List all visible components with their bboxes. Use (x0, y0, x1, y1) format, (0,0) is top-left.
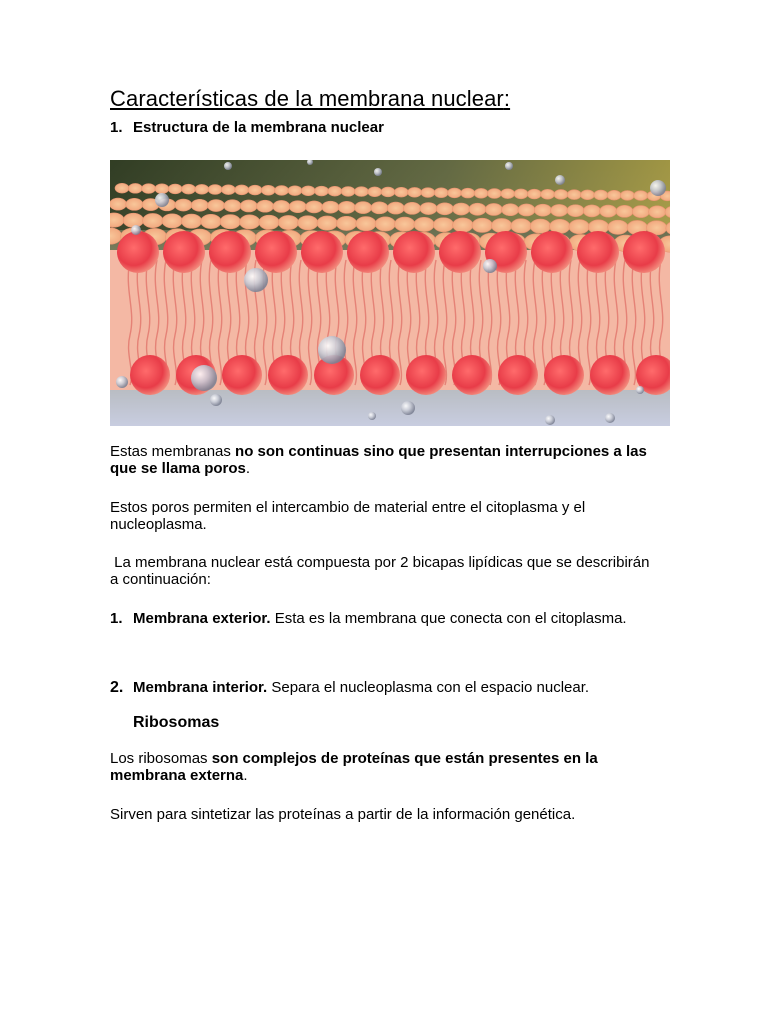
lipid-head-top (368, 187, 382, 197)
lipid-head-top (240, 200, 257, 212)
molecule-bubble (374, 168, 382, 176)
lipid-head-top (511, 219, 531, 233)
lipid-head (117, 231, 159, 273)
molecule-bubble (545, 415, 555, 425)
lipid-head-top (201, 214, 221, 228)
molecule-bubble (555, 175, 565, 185)
lipid-head-top (207, 199, 224, 211)
para-bold: son complejos de proteínas que están presentes en la membrana externa (110, 750, 598, 784)
lipid-head-top (453, 218, 473, 232)
molecule-bubble (244, 268, 268, 292)
lipid-head-top (414, 217, 434, 231)
lipid-head-top (474, 188, 488, 198)
para-end: . (243, 767, 248, 784)
lipid-head-top (168, 184, 182, 194)
lipid-head (347, 231, 389, 273)
para-bold: no son continuas sino que presentan interrupciones a las que se llama poros (110, 443, 647, 477)
lipid-head (393, 231, 435, 273)
molecule-bubble (401, 401, 415, 415)
list-number: 1. (110, 610, 123, 627)
lipid-head-top (381, 187, 395, 197)
lipid-head-top (315, 186, 329, 196)
lipid-head-top (191, 199, 208, 211)
lipid-head-top (162, 214, 182, 228)
lipid-head-top (371, 202, 388, 214)
paragraph-ribosomas (110, 750, 655, 784)
paragraph-sintetizar: Sirven para sintetizar las proteínas a partir de la información genética. (110, 806, 576, 823)
lipid-head-top (594, 190, 608, 200)
lipid-head-top (608, 220, 628, 234)
lipid-head-top (421, 188, 435, 198)
lipid-head-top (487, 189, 501, 199)
lipid-head-top (491, 218, 511, 232)
lipid-head-top (453, 203, 470, 215)
list-bold: Membrana interior. (133, 679, 268, 696)
lipid-head-top (155, 184, 169, 194)
lipid-head (531, 231, 573, 273)
lipid-head-top (514, 189, 528, 199)
lipid-head-top (298, 216, 318, 230)
lipid-head-top (181, 214, 201, 228)
lipid-head (255, 231, 297, 273)
lipid-head (360, 355, 400, 395)
list-text (133, 679, 589, 697)
paragraph-intercambio: Estos poros permiten el intercambio de material entre el citoplasma y el nucleoplasma. (110, 499, 586, 533)
lipid-head-top (175, 199, 192, 211)
lipid-head-top (434, 188, 448, 198)
lipid-head-top (115, 183, 129, 193)
lipid-head-top (502, 204, 519, 216)
lipid-head-top (567, 190, 581, 200)
lipid-head-top (530, 219, 550, 233)
list-bold: Membrana exterior. (133, 610, 271, 627)
lipid-head-top (534, 204, 551, 216)
section-number: 1. (110, 119, 123, 136)
lipid-head-top (289, 201, 306, 213)
lipid-head-top (420, 203, 437, 215)
lipid-head-top (461, 188, 475, 198)
lipid-head-top (235, 185, 249, 195)
lipid-head-top (408, 187, 422, 197)
lipid-head-top (341, 187, 355, 197)
lipid-head-top (322, 201, 339, 213)
lipid-head-top (126, 198, 143, 210)
lipid-head-top (123, 213, 143, 227)
lipid-head-top (501, 189, 515, 199)
lipid-head-top (485, 203, 502, 215)
lipid-head-top (554, 190, 568, 200)
lipid-head (222, 355, 262, 395)
lipid-head-top (317, 216, 337, 230)
lipid-head-top (541, 189, 555, 199)
lipid-head-top (354, 187, 368, 197)
molecule-bubble (191, 365, 217, 391)
list-plain: Separa el nucleoplasma con el espacio nuclear. (267, 679, 590, 696)
lipid-head (498, 355, 538, 395)
paragraph-bicapas: La membrana nuclear está compuesta por 2 bicapas lipídicas que se describirán a continuación: (110, 554, 654, 588)
lipid-head-top (248, 185, 262, 195)
subheading-ribosomas: Ribosomas (133, 714, 220, 731)
list-text (133, 610, 627, 627)
lipid-head-top (394, 187, 408, 197)
lipid-head-top (527, 189, 541, 199)
lipid-head-top (305, 201, 322, 213)
lipid-head-top (208, 185, 222, 195)
lipid-head-top (433, 218, 453, 232)
molecule-bubble (318, 336, 346, 364)
section-heading-structure (110, 119, 384, 136)
lipid-head-top (356, 217, 376, 231)
lipid-head-top (616, 205, 633, 217)
lipid-head-top (338, 201, 355, 213)
molecule-bubble (210, 394, 222, 406)
lipid-head-top (518, 204, 535, 216)
molecule-bubble (650, 180, 666, 196)
page-title (110, 86, 510, 112)
lipid-head-top (261, 185, 275, 195)
lipid-head-top (182, 184, 196, 194)
lipid-bilayer-illustration (110, 160, 670, 426)
molecule-bubble (505, 162, 513, 170)
lipid-head (301, 231, 343, 273)
molecule-bubble (483, 259, 497, 273)
lipid-head-top (632, 206, 649, 218)
molecule-bubble (605, 413, 615, 423)
para-plain: Los ribosomas (110, 750, 212, 767)
lipid-head (268, 355, 308, 395)
lipid-head-top (128, 183, 142, 193)
lipid-head-top (256, 200, 273, 212)
lipid-head (209, 231, 251, 273)
lipid-head (577, 231, 619, 273)
lipid-head-top (142, 184, 156, 194)
lipid-head-top (275, 186, 289, 196)
lipid-head-top (288, 186, 302, 196)
section-heading-text: Estructura de la membrana nuclear (133, 119, 384, 136)
para-plain: Estas membranas (110, 443, 236, 460)
list-plain: Esta es la membrana que conecta con el citoplasma. (270, 610, 627, 627)
lipid-head-top (110, 198, 127, 210)
title-colon: : (503, 86, 511, 111)
lipid-head-top (436, 203, 453, 215)
lipid-head-top (649, 206, 666, 218)
lipid-head-top (583, 205, 600, 217)
molecule-bubble (131, 225, 141, 235)
molecule-bubble (155, 193, 169, 207)
lipid-head-top (448, 188, 462, 198)
lipid-head-top (469, 203, 486, 215)
title-text: Características de la membrana nuclear (110, 86, 504, 111)
lipid-head-top (195, 184, 209, 194)
lipid-head-top (567, 205, 584, 217)
lipid-head-top (395, 217, 415, 231)
lipid-head (130, 355, 170, 395)
lipid-head-top (607, 190, 621, 200)
lipid-head (163, 231, 205, 273)
lipid-head (406, 355, 446, 395)
lipid-head (544, 355, 584, 395)
lipid-head-top (221, 185, 235, 195)
lipid-head-top (239, 215, 259, 229)
paragraph-poros (110, 443, 655, 477)
lipid-head-top (259, 215, 279, 229)
lipid-head-top (472, 218, 492, 232)
list-number: 2. (110, 679, 124, 696)
lipid-head-top (355, 202, 372, 214)
lipid-head (590, 355, 630, 395)
lipid-head-top (600, 205, 617, 217)
lipid-head-top (224, 200, 241, 212)
molecule-bubble (636, 386, 644, 394)
molecule-bubble (224, 162, 232, 170)
lipid-head-top (620, 190, 634, 200)
lipid-head-top (551, 204, 568, 216)
para-end: . (245, 460, 251, 477)
lipid-head-top (634, 191, 648, 201)
lipid-head-top (336, 216, 356, 230)
molecule-bubble (368, 412, 376, 420)
molecule-bubble (116, 376, 128, 388)
lipid-head-top (387, 202, 404, 214)
lipid-head-top (569, 220, 589, 234)
lipid-head-top (328, 186, 342, 196)
list-item-membrana-exterior (110, 610, 670, 627)
lipid-head-top (273, 200, 290, 212)
lipid-head (623, 231, 665, 273)
lipid-head (452, 355, 492, 395)
lipid-head (439, 231, 481, 273)
lipid-head-top (581, 190, 595, 200)
lipid-head-top (301, 186, 315, 196)
lipid-head-top (375, 217, 395, 231)
membrane-image (110, 160, 670, 426)
lipid-head-top (143, 213, 163, 227)
lipid-head-top (404, 202, 421, 214)
list-item-membrana-interior (110, 679, 670, 697)
lipid-head-top (220, 215, 240, 229)
lipid-head-top (278, 215, 298, 229)
